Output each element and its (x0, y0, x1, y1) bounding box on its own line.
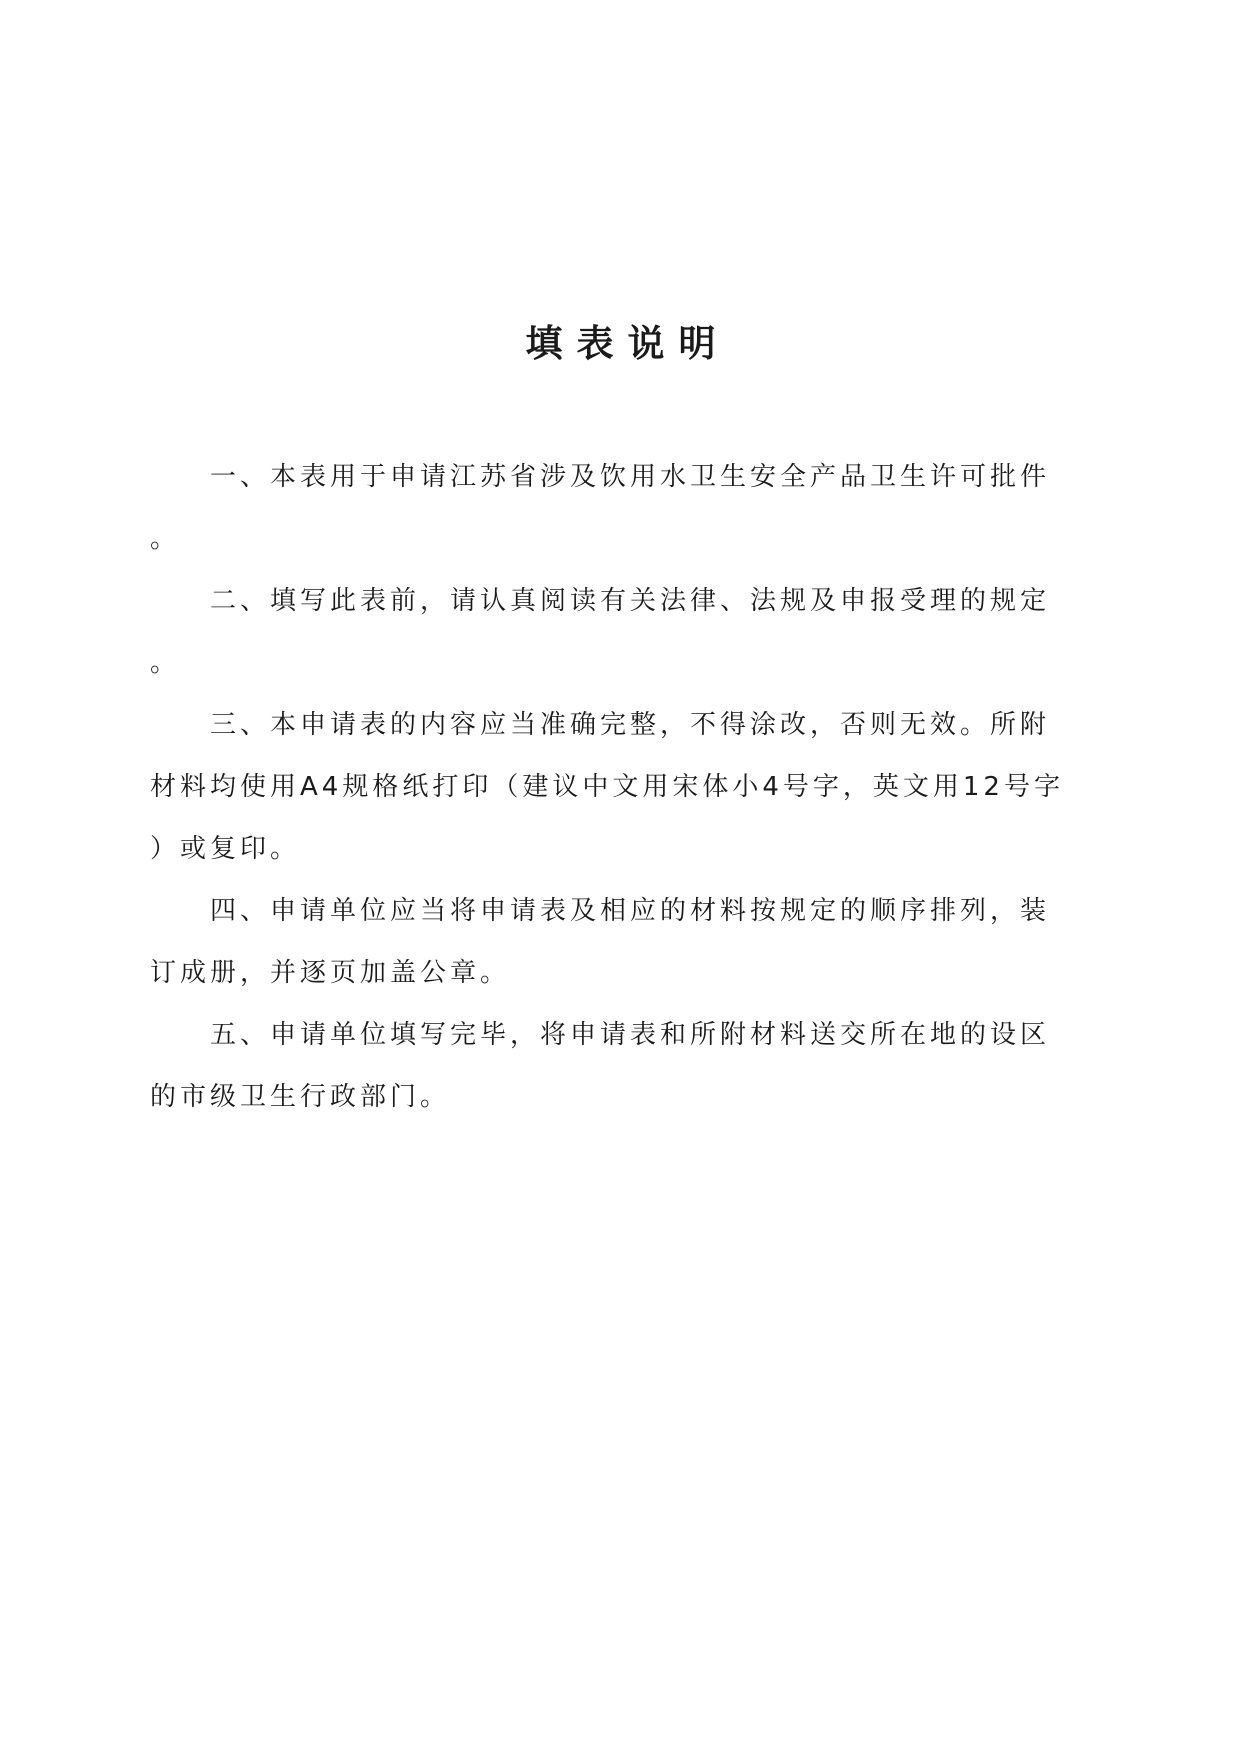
instruction-line: 材料均使用A4规格纸打印（建议中文用宋体小4号字，英文用12号字 (150, 772, 1064, 802)
instruction-line: 。 (150, 524, 181, 554)
instruction-line: 三、本申请表的内容应当准确完整，不得涂改，否则无效。所附 (210, 710, 1051, 740)
instruction-item-3 (150, 694, 1080, 880)
instruction-item-5 (150, 1004, 1080, 1128)
instruction-item-4 (150, 880, 1080, 1004)
instruction-line: 五、申请单位填写完毕，将申请表和所附材料送交所在地的设区 (210, 1020, 1051, 1050)
instruction-line: 四、申请单位应当将申请表及相应的材料按规定的顺序排列，装 (210, 896, 1051, 926)
instruction-line: 二、填写此表前，请认真阅读有关法律、法规及申报受理的规定 (210, 586, 1051, 616)
instruction-item-2 (150, 570, 1080, 694)
instruction-line: 一、本表用于申请江苏省涉及饮用水卫生安全产品卫生许可批件 (210, 462, 1051, 492)
page-title: 填表说明 (525, 322, 730, 365)
instruction-line: 的市级卫生行政部门。 (150, 1082, 451, 1112)
instruction-line: 订成册，并逐页加盖公章。 (150, 958, 511, 988)
instruction-item-1 (150, 446, 1080, 570)
instruction-line: ）或复印。 (150, 834, 301, 864)
instruction-line: 。 (150, 648, 181, 678)
